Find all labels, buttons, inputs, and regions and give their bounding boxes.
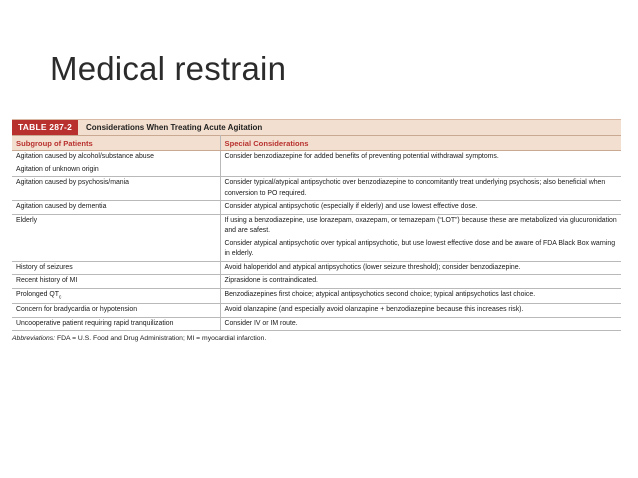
footnote-label: Abbreviations: <box>12 335 56 343</box>
table-row <box>12 304 621 318</box>
table-row <box>12 201 621 215</box>
table-row <box>12 261 621 275</box>
table-number-tag: TABLE 287-2 <box>12 120 78 135</box>
table-row <box>12 288 621 304</box>
row-consideration: Consider typical/atypical antipsychotic over benzodiazepine to concomitantly treat underlying psychosis; also beneficial when conversion to PO required. <box>220 177 621 201</box>
row-consideration: Benzodiazepines first choice; atypical antipsychotics second choice; typical antipsychotics last choice. <box>220 288 621 304</box>
table-row <box>12 177 621 201</box>
table-row <box>12 275 621 289</box>
slide-title: Medical restrain <box>50 50 287 87</box>
row-subgroup: Agitation caused by psychosis/mania <box>12 177 220 201</box>
row-subgroup: Agitation caused by alcohol/substance abuse <box>12 151 220 164</box>
table-row <box>12 317 621 331</box>
row-subgroup: Uncooperative patient requiring rapid tranquilization <box>12 317 220 331</box>
row-subgroup: Elderly <box>12 214 220 261</box>
table-grid <box>12 135 621 331</box>
column-header-subgroup: Subgroup of Patients <box>12 136 220 151</box>
row-subgroup: Agitation caused by dementia <box>12 201 220 215</box>
row-consideration-line: If using a benzodiazepine, use lorazepam, oxazepam, or temazepam (“LOT”) because these are metabolized via glucuronidation and are safest. <box>224 216 617 234</box>
table-row <box>12 164 621 177</box>
table-caption: Considerations When Treating Acute Agitation <box>86 123 263 132</box>
footnote-text: FDA = U.S. Food and Drug Administration; MI = myocardial infarction. <box>55 335 267 343</box>
row-consideration: Avoid olanzapine (and especially avoid olanzapine + benzodiazepine because this increases risk). <box>220 304 621 318</box>
table-row <box>12 151 621 164</box>
table-header-bar <box>12 119 621 135</box>
column-header-considerations: Special Considerations <box>220 136 621 151</box>
table-header-row <box>12 136 621 151</box>
row-subgroup-text: Prolonged QT <box>16 290 59 298</box>
row-consideration: Avoid haloperidol and atypical antipsychotics (lower seizure threshold); consider benzodiazepine. <box>220 261 621 275</box>
row-subgroup: History of seizures <box>12 261 220 275</box>
row-subgroup: Recent history of MI <box>12 275 220 289</box>
row-consideration-line: Consider atypical antipsychotic over typical antipsychotic, but use lowest effective dose and be aware of FDA Black Box warning in elderly. <box>224 239 616 257</box>
row-consideration: Consider IV or IM route. <box>220 317 621 331</box>
row-consideration: Consider benzodiazepine for added benefits of preventing potential withdrawal symptoms. <box>224 153 499 160</box>
row-consideration <box>220 214 621 261</box>
table-footnote <box>12 335 621 342</box>
row-consideration: Consider atypical antipsychotic (especially if elderly) and use lowest effective dose. <box>220 201 621 215</box>
considerations-table <box>12 119 621 342</box>
row-subgroup: Agitation of unknown origin <box>12 164 220 177</box>
subscript: c <box>58 293 62 300</box>
row-subgroup <box>12 288 220 304</box>
row-subgroup: Concern for bradycardia or hypotension <box>12 304 220 318</box>
row-consideration: Ziprasidone is contraindicated. <box>220 275 621 289</box>
row-consideration <box>220 164 621 177</box>
table-row <box>12 214 621 261</box>
